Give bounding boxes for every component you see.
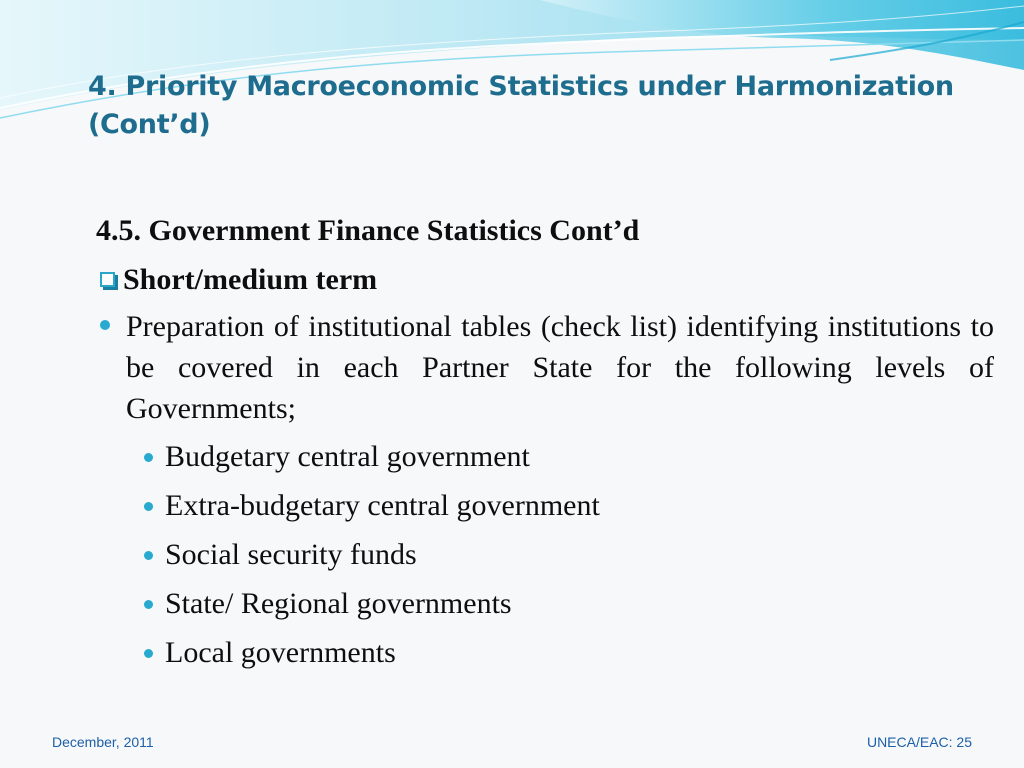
sub-bullet-text: Social security funds	[165, 538, 417, 571]
section-subheading: 4.5. Government Finance Statistics Cont’d	[96, 214, 640, 247]
sub-bullet-list	[140, 437, 994, 682]
check-item	[96, 260, 994, 300]
sub-bullet-text: Local governments	[165, 636, 396, 669]
round-bullet-icon	[144, 453, 153, 462]
slide-body	[96, 210, 994, 682]
slide-title	[88, 68, 968, 144]
round-bullet-icon	[100, 320, 110, 330]
sub-bullet-item	[140, 633, 994, 682]
sub-bullet-text: Budgetary central government	[165, 440, 530, 473]
sub-bullet-item	[140, 437, 994, 486]
round-bullet-icon	[144, 551, 153, 560]
sub-bullet-text: State/ Regional governments	[165, 587, 512, 620]
main-bullet	[96, 306, 994, 429]
footer-page-number: UNECA/EAC: 25	[866, 734, 972, 750]
round-bullet-icon	[144, 649, 153, 658]
slide-title-line-2: (Cont’d)	[88, 109, 211, 140]
sub-bullet-text: Extra-budgetary central government	[165, 489, 600, 522]
slide-title-line-1: 4. Priority Macroeconomic Statistics under Harmonization	[88, 71, 954, 102]
footer-date: December, 2011	[52, 734, 154, 750]
main-bullet-text: Preparation of institutional tables (check list) identifying institutions to be covered in each Partner State for the following levels of Governments;	[126, 310, 994, 425]
round-bullet-icon	[144, 502, 153, 511]
sub-bullet-item	[140, 535, 994, 584]
checkbox-bullet-icon	[98, 270, 118, 290]
sub-bullet-item	[140, 486, 994, 535]
round-bullet-icon	[144, 600, 153, 609]
check-item-label: Short/medium term	[123, 263, 378, 296]
sub-bullet-item	[140, 584, 994, 633]
